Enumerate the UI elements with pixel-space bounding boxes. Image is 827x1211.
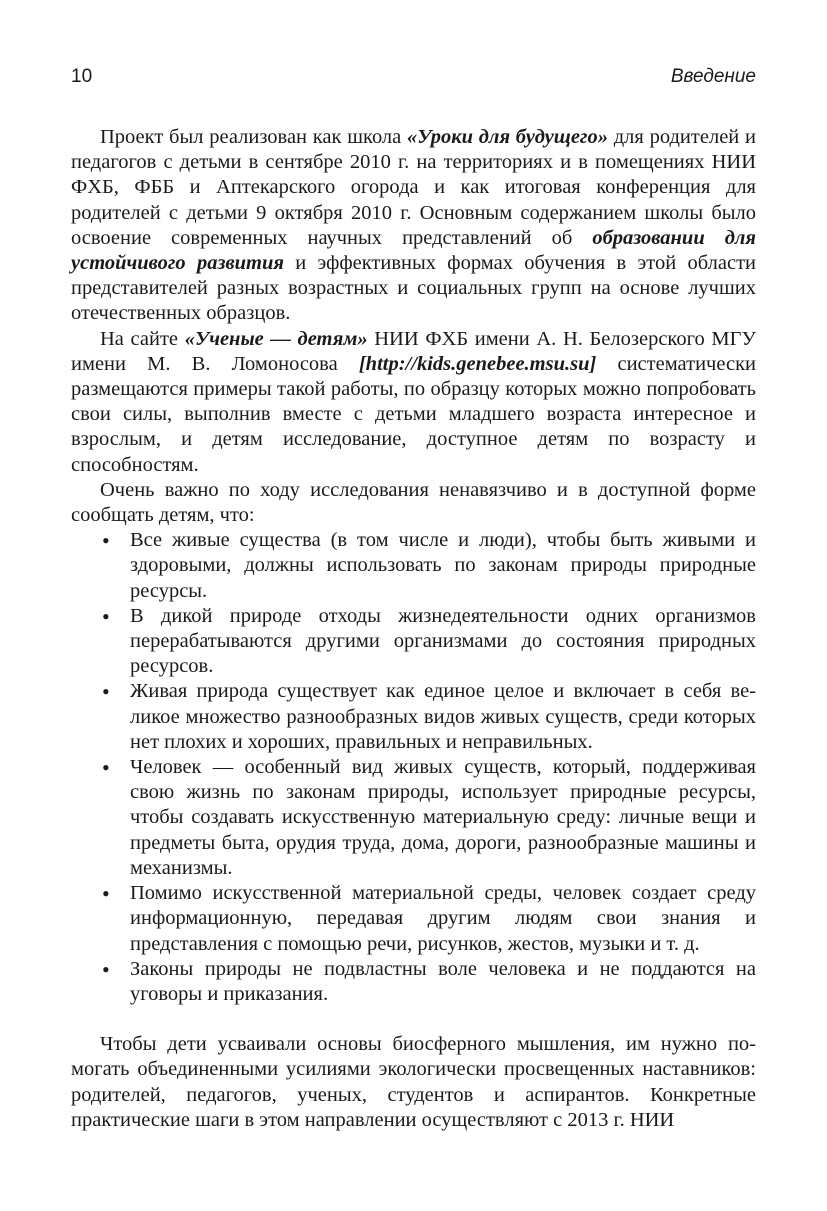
paragraph-intro-list: Очень важно по ходу исследования ненавязчиво и в доступной форме сообщать детям, что: bbox=[71, 478, 756, 527]
page-number: 10 bbox=[71, 66, 93, 87]
bullet-icon: • bbox=[102, 679, 110, 705]
website-name-emphasis: «Ученые — детям» bbox=[184, 327, 368, 350]
website-url: [http://kids.genebee.msu.su] bbox=[358, 352, 597, 375]
paragraph-website: На сайте «Ученые — детям» НИИ ФХБ имени А. Н. Белозерского МГУ имени М. В. Ломоносова [http://kids.genebee.msu.su] систематически размещаются примеры такой работы, по образцу которых можно попробовать свои силы, выполнив вместе с детьми младшего возраста интересное и взрослым, и детям исследование, доступное детям по возрасту и способностям. bbox=[71, 327, 756, 476]
paragraph-project: Проект был реализован как школа «Уроки для будущего» для родителей и педагогов с детьми в сентябре 2010 г. на территориях и в помещениях НИИ ФХБ, ФББ и Аптекарского огорода и как итоговая конференция для родителей с детьми 9 октября 2010 г. Основным содержанием школы было освоение современных научных представлений об образовании для устойчивого развития и эффективных формах обучения в этой области представителей разных возрастных и социальных групп на основе лучших отечественных образцов. bbox=[71, 126, 757, 325]
list-item: • В дикой природе отходы жизнедеятельности одних организмов перерабатываются другими организмами до состояния природных ресурсов. bbox=[102, 603, 756, 678]
list-item: • Законы природы не подвластны воле человека и не поддаются на уговоры и приказания. bbox=[102, 956, 756, 1005]
list-item: • Человек — особенный вид живых существ, который, поддерживая свою жизнь по законам природы, использует природные ресурсы, чтобы создавать искусственную материальную среду: личные вещи и предметы быта, орудия труда, дома, дороги, разнообразные машины и механизмы. bbox=[102, 755, 756, 879]
school-name-emphasis: «Уроки для будущего» bbox=[407, 126, 608, 148]
list-item: • Все живые существа (в том числе и люди), чтобы быть живыми и здоровыми, должны использовать по законам природы природные ресурсы. bbox=[102, 528, 756, 602]
bullet-icon: • bbox=[102, 956, 110, 982]
education-emphasis: образовании для устойчивого развития bbox=[71, 226, 756, 275]
bullet-icon: • bbox=[102, 603, 110, 629]
bullet-list bbox=[71, 528, 756, 1007]
paragraph-closing: Чтобы дети усваивали основы биосферного мышления, им нужно помогать объединенными усилиями экологически просвещенных наставников: родителей, педагогов, ученых, студентов и аспирантов. Конкретные практические шаги в этом направлении осуществляют с 2013 г. НИИ bbox=[71, 1033, 756, 1131]
body-text bbox=[71, 125, 756, 1133]
bullet-icon: • bbox=[102, 881, 110, 907]
list-item: • Живая природа существует как единое целое и включает в себя великое множество разнообразных видов живых существ, среди которых нет плохих и хороших, правильных и неправильных. bbox=[102, 679, 756, 753]
list-item: • Помимо искусственной материальной среды, человек создает среду информационную, передавая другим людям свои знания и представления с помощью речи, рисунков, жестов, музыки и т. д. bbox=[102, 881, 756, 955]
running-head bbox=[71, 66, 756, 94]
bullet-icon: • bbox=[102, 755, 110, 781]
bullet-icon: • bbox=[102, 528, 110, 554]
section-title: Введение bbox=[670, 66, 756, 87]
